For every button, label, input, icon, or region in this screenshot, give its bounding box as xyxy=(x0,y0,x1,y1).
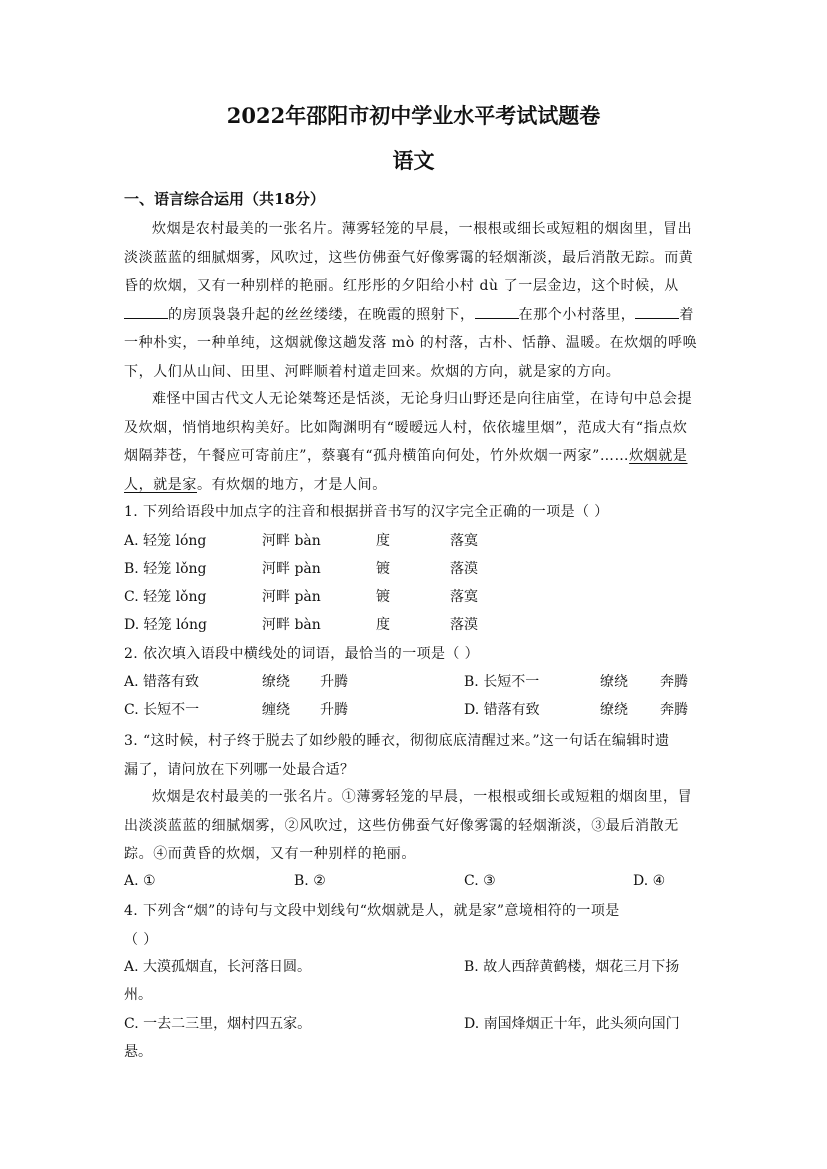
subject-title: 语文 xyxy=(392,148,435,173)
fill-blank-1 xyxy=(124,304,168,319)
question-1-option-d: D. 轻笼 lóng 河畔 bàn 度 落漠 xyxy=(124,617,478,633)
passage-line: 一种朴实，一种单纯，这烟就像这趟发落 mò 的村落，古朴、恬静、温暖。在炊烟的呼唤 xyxy=(124,335,698,351)
option-c: C. ③ xyxy=(464,873,496,889)
question-2-options-row-2: C. 长短不一 缠绕 升腾 D. 错落有致 缭绕 奔腾 xyxy=(124,702,688,718)
passage-paragraph-2 xyxy=(124,385,698,499)
passage-line: 昏的炊烟，又有一种别样的艳丽。红彤彤的夕阳给小村 dù 了一层金边，这个时候，从 xyxy=(124,278,679,294)
fill-blank-2 xyxy=(475,304,519,319)
underlined-sentence: 炊烟就是 xyxy=(629,448,688,464)
passage-line: 及炊烟，悄悄地织构美好。比如陶渊明有“暧暧远人村，依依墟里烟”，范成大有“指点炊 xyxy=(124,419,688,436)
option-d: D. ④ xyxy=(633,873,666,889)
question-4-options-row-3: C. 一去二三里，烟村四五家。 D. 南国烽烟正十年，此头须向国门 xyxy=(124,1016,680,1032)
fill-blank-3 xyxy=(635,304,679,319)
question-1-stem: 1. 下列给语段中加点字的注音和根据拼音书写的汉字完全正确的一项是（ ） xyxy=(124,504,609,520)
passage-line: 炊烟是农村最美的一张名片。薄雾轻笼的早晨，一根根或细长或短粗的烟囱里，冒出 xyxy=(152,221,693,237)
question-2-options-row-1: A. 错落有致 缭绕 升腾 B. 长短不一 缭绕 奔腾 xyxy=(124,674,688,690)
passage-line: 难怪中国古代文人无论桀骜还是恬淡，无论身归山野还是向往庙堂，在诗句中总会提 xyxy=(152,391,693,407)
section-heading: 一、语言综合运用（共18分） xyxy=(124,190,325,208)
question-4-options-row-2: 州。 xyxy=(124,987,152,1003)
question-3-options xyxy=(124,867,698,895)
question-2-stem: 2. 依次填入语段中横线处的词语，最恰当的一项是（ ） xyxy=(124,646,480,662)
question-4-options-row-4: 悬。 xyxy=(124,1044,152,1060)
passage-line-with-blanks: 的房顶袅袅升起的丝丝缕缕，在晚霞的照射下， 在那个小村落里， 着 xyxy=(124,301,698,330)
option-a: A. ① xyxy=(124,873,156,889)
passage-line: 烟隔莽苍，午餐应可寄前庄”，蔡襄有“孤舟横笛向何处，竹外炊烟一两家”……炊烟就是 xyxy=(124,448,688,464)
exam-title: 2022年邵阳市初中学业水平考试试题卷 xyxy=(226,103,601,128)
passage-paragraph-1 xyxy=(124,215,698,386)
question-1-option-a: A. 轻笼 lóng 河畔 bàn 度 落寞 xyxy=(124,533,478,549)
underlined-sentence: 人，就是家 xyxy=(124,476,197,493)
question-3-passage: 炊烟是农村最美的一张名片。①薄雾轻笼的早晨，一根根或细长或短粗的烟囱里，冒 出淡淡蓝蓝的细腻烟雾，②风吹过，这些仿佛蚕气好像雾霭的轻烟渐淡，③最后消散无 踪。④而黄昏的炊烟，又有一种别样的艳丽。 xyxy=(124,789,693,862)
question-4-options-row-1: A. 大漠孤烟直，长河落日圆。 B. 故人西辞黄鹤楼，烟花三月下扬 xyxy=(124,959,680,975)
passage-line: 淡淡蓝蓝的细腻烟雾，风吹过，这些仿佛蚕气好像雾霭的轻烟渐淡，最后消散无踪。而黄 xyxy=(124,249,694,266)
question-3-stem: 3. “这时候，村子终于脱去了如纱般的睡衣，彻彻底底清醒过来。”这一句话在编辑时遗 漏了，请问放在下列哪一处最合适？ xyxy=(124,733,670,778)
question-4-stem: 4. 下列含“烟”的诗句与文段中划线句“炊烟就是人，就是家”意境相符的一项是 （ ） xyxy=(124,903,620,948)
option-b: B. ② xyxy=(294,873,326,889)
question-1-option-c: C. 轻笼 lǒng 河畔 pàn 镀 落寞 xyxy=(124,589,478,605)
question-1-option-b: B. 轻笼 lǒng 河畔 pàn 镀 落漠 xyxy=(124,561,478,577)
passage-line: 人，就是家。有炊烟的地方，才是人间。 xyxy=(124,476,387,493)
passage-line: 下，人们从山间、田里、河畔顺着村道走回来。炊烟的方向，就是家的方向。 xyxy=(124,363,621,380)
